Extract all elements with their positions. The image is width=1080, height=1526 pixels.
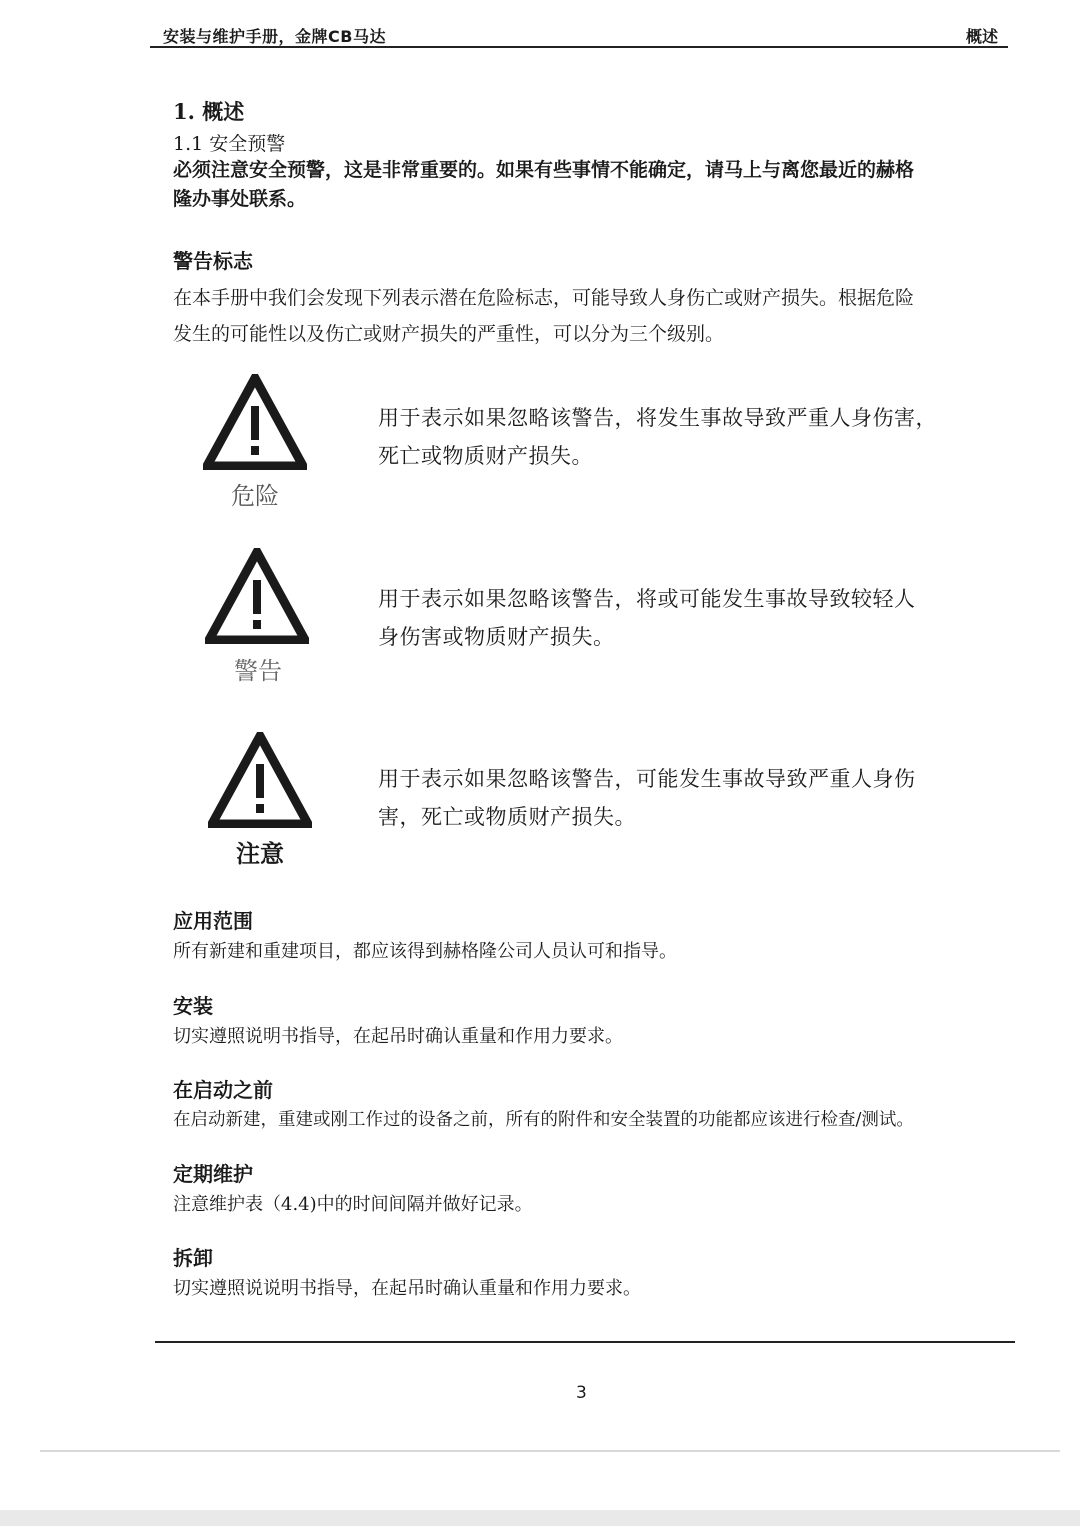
scope-title: 应用范围: [173, 909, 253, 933]
caution-description: [378, 760, 978, 836]
description-line: 用于表示如果忽略该警告，可能发生事故导致严重人身伤: [378, 767, 916, 791]
before-start-text: 在启动新建，重建或刚工作过的设备之前，所有的附件和安全装置的功能都应该进行检查/测试。: [173, 1110, 914, 1130]
warning-triangle-icon: [208, 732, 312, 828]
maintenance-title: 定期维护: [173, 1162, 253, 1186]
header-rule: [150, 46, 1008, 48]
description-line: 用于表示如果忽略该警告，将发生事故导致严重人身伤害，: [378, 406, 937, 430]
scan-bottom-edge: [0, 1510, 1080, 1526]
page-number: 3: [576, 1383, 587, 1403]
installation-title: 安装: [173, 994, 213, 1018]
warning-label: 警告: [234, 657, 282, 685]
before-start-title: 在启动之前: [173, 1078, 273, 1102]
description-line: 害，死亡或物质财产损失。: [378, 805, 636, 829]
installation-text: 切实遵照说明书指导，在起吊时确认重量和作用力要求。: [173, 1026, 623, 1047]
danger-label: 危险: [231, 482, 279, 510]
safety-warning-line: 必须注意安全预警，这是非常重要的。如果有些事情不能确定，请马上与离您最近的赫格: [173, 159, 915, 181]
header-title: 安装与维护手册，金牌CB马达: [163, 27, 386, 46]
intro-line: 在本手册中我们会发现下列表示潜在危险标志，可能导致人身伤亡或财产损失。根据危险: [173, 287, 915, 309]
caution-label: 注意: [236, 839, 284, 868]
header-section: 概述: [965, 27, 998, 46]
warning-description: [378, 580, 978, 656]
danger-description: [378, 399, 978, 475]
scope-text: 所有新建和重建项目，都应该得到赫格隆公司人员认可和指导。: [173, 941, 677, 962]
description-line: 用于表示如果忽略该警告，将或可能发生事故导致较轻人: [378, 587, 916, 611]
scan-edge-line: [40, 1450, 1060, 1452]
safety-warning-line: 隆办事处联系。: [173, 188, 307, 210]
intro-line: 发生的可能性以及伤亡或财产损失的严重性，可以分为三个级别。: [173, 323, 725, 345]
warning-signs-title: 警告标志: [173, 249, 253, 273]
footer-rule: [155, 1341, 1015, 1343]
warning-signs-intro: [173, 280, 1003, 352]
description-line: 身伤害或物质财产损失。: [378, 625, 615, 649]
safety-warning-paragraph: [173, 156, 998, 214]
disassembly-text: 切实遵照说说明书指导，在起吊时确认重量和作用力要求。: [173, 1278, 641, 1299]
description-line: 死亡或物质财产损失。: [378, 444, 593, 468]
disassembly-title: 拆卸: [173, 1246, 213, 1270]
section-heading: 1. 概述: [173, 99, 245, 124]
maintenance-text: 注意维护表（4.4)中的时间间隔并做好记录。: [173, 1194, 533, 1215]
subsection-heading: 1.1 安全预警: [173, 133, 286, 155]
warning-triangle-icon: [205, 548, 309, 644]
warning-triangle-icon: [203, 374, 307, 470]
